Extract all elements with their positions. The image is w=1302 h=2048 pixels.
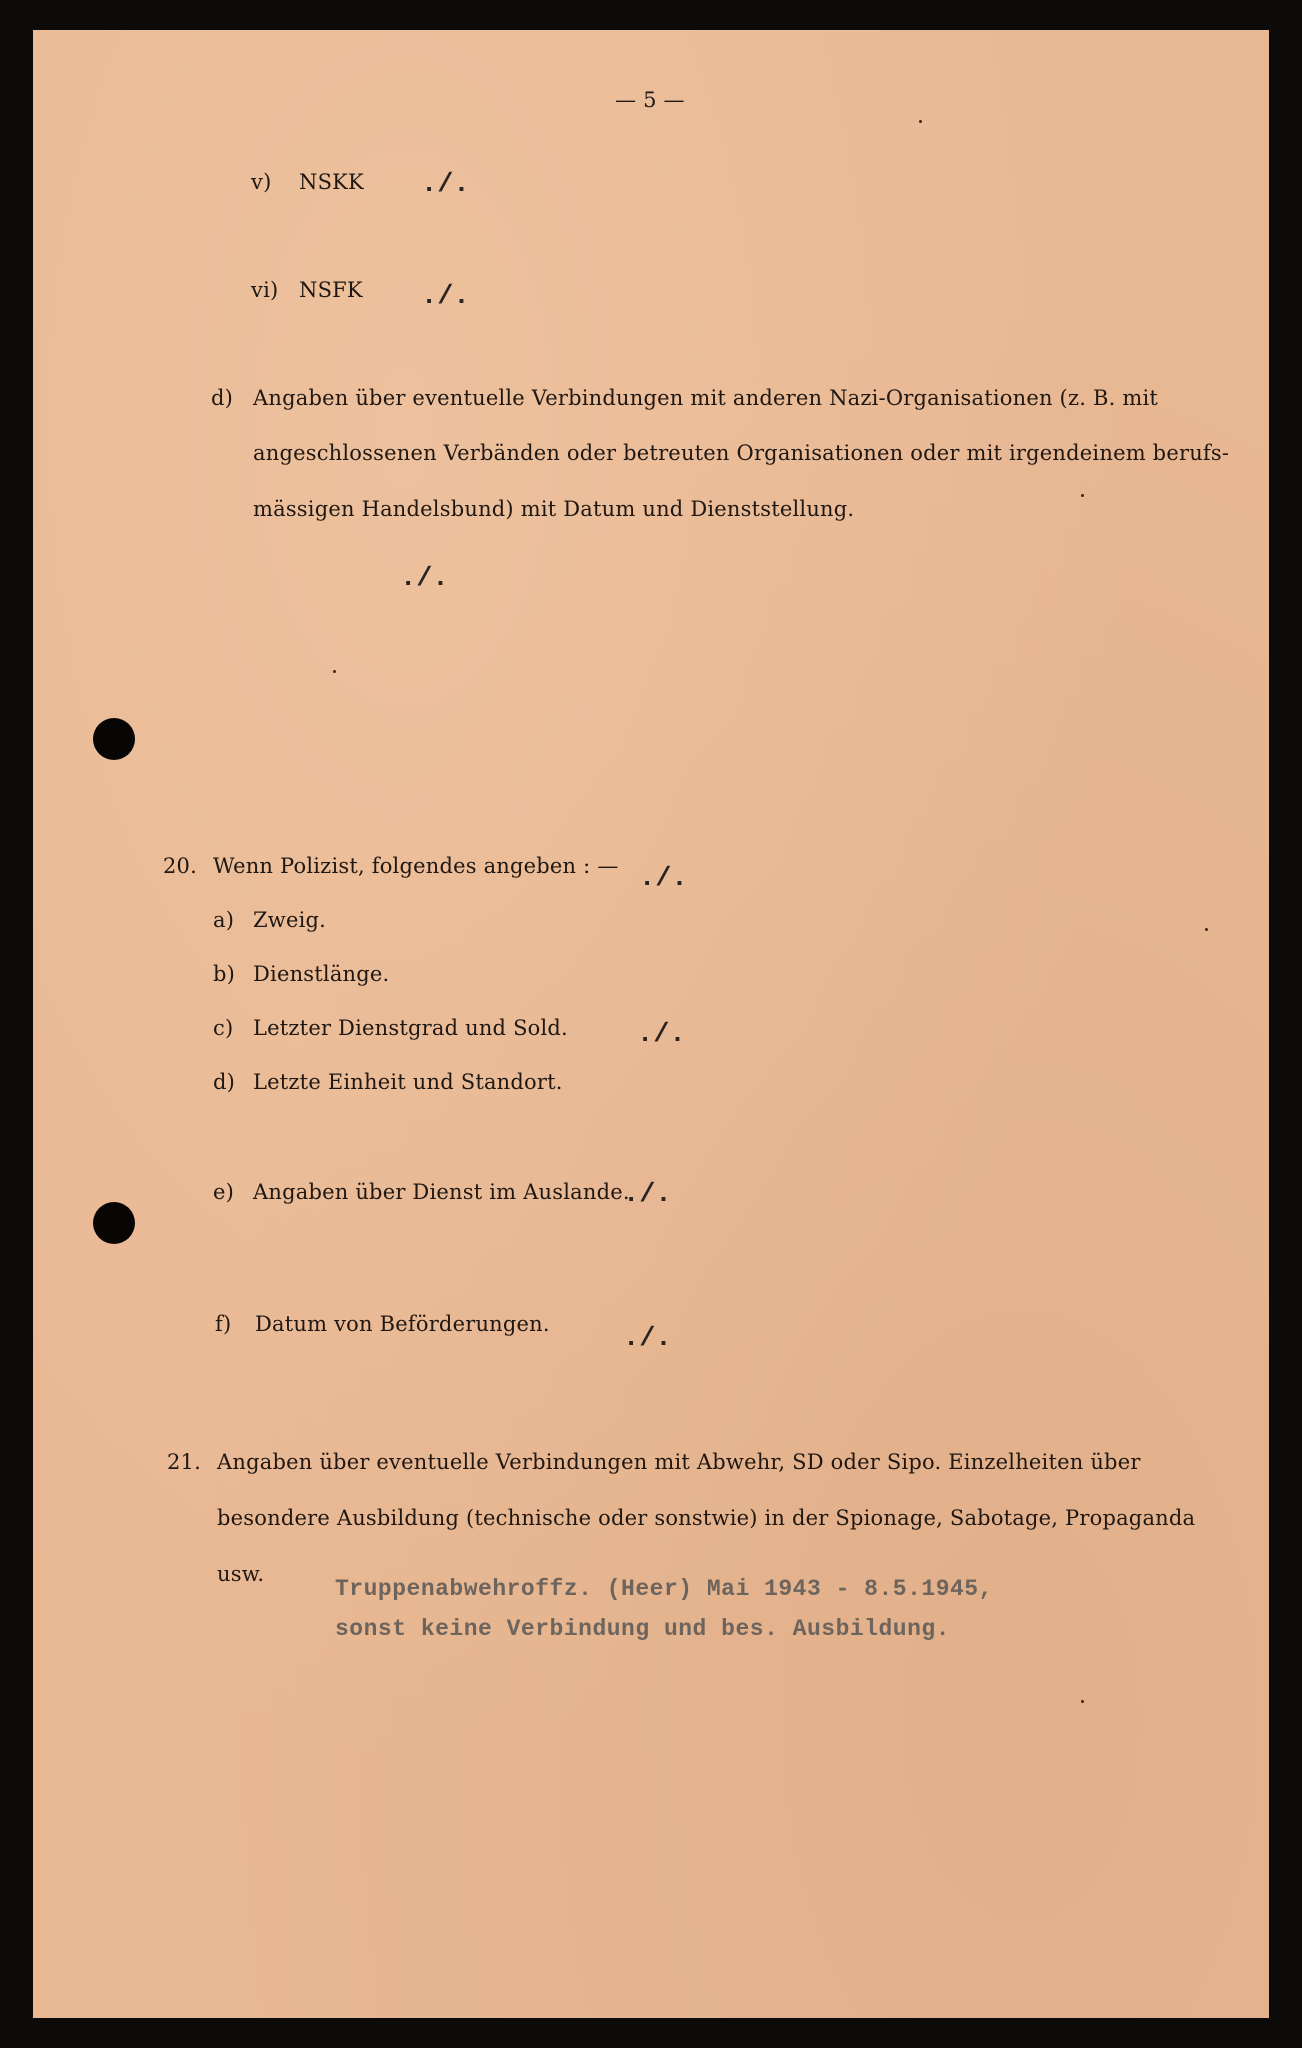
nil-mark-d: ./. [400, 564, 449, 594]
paper-speck [919, 120, 922, 123]
question-20b-text: Dienstlänge. [253, 962, 390, 986]
question-20c-label: c) [213, 1016, 234, 1040]
document-page [33, 30, 1269, 2018]
nil-mark-20e: ./. [623, 1180, 672, 1210]
question-21-line1: Angaben über eventuelle Verbindungen mit Abwehr, SD oder Sipo. Einzelheiten über [217, 1450, 1141, 1474]
paper-speck [1205, 928, 1208, 931]
punch-hole [93, 718, 135, 760]
item-d-line3: mässigen Handelsbund) mit Datum und Dienststellung. [253, 497, 855, 521]
paper-speck [1081, 494, 1084, 497]
question-20f-text: Datum von Beförderungen. [255, 1312, 550, 1336]
question-20e-label: e) [213, 1180, 235, 1204]
item-d-line2: angeschlossenen Verbänden oder betreuten Organisationen oder mit irgendeinem berufs- [253, 441, 1230, 465]
question-21-line3: usw. [217, 1562, 265, 1586]
punch-hole [93, 1202, 135, 1244]
question-20d-label: d) [213, 1070, 236, 1094]
question-20a-text: Zweig. [253, 908, 327, 932]
question-20a-label: a) [213, 908, 235, 932]
nil-mark-20f: ./. [623, 1324, 672, 1354]
question-20-number: 20. [163, 854, 197, 878]
page-number: — 5 — [615, 88, 685, 112]
paper-speck [333, 670, 336, 673]
item-vi-text: NSFK [299, 278, 363, 302]
question-20b-label: b) [213, 962, 236, 986]
item-v-label: v) [251, 170, 272, 194]
nil-mark-20: ./. [639, 864, 688, 894]
item-d-line1: Angaben über eventuelle Verbindungen mit anderen Nazi-Organisationen (z. B. mit [253, 386, 1159, 410]
item-vi-label: vi) [251, 278, 279, 302]
paper-speck [1081, 1700, 1084, 1703]
question-20c-text: Letzter Dienstgrad und Sold. [253, 1016, 568, 1040]
question-20d-text: Letzte Einheit und Standort. [253, 1070, 563, 1094]
nil-mark-v: ./. [421, 170, 470, 200]
question-20-text: Wenn Polizist, folgendes angeben : — [213, 854, 619, 878]
question-21-number: 21. [167, 1450, 201, 1474]
typed-answer-21-line2: sonst keine Verbindung und bes. Ausbildung. [335, 1616, 950, 1642]
typed-answer-21-line1: Truppenabwehroffz. (Heer) Mai 1943 - 8.5.1945, [335, 1576, 993, 1602]
item-d-label: d) [211, 386, 234, 410]
nil-mark-vi: ./. [421, 282, 470, 312]
item-v-text: NSKK [299, 170, 364, 194]
question-20f-label: f) [215, 1312, 232, 1336]
question-21-line2: besondere Ausbildung (technische oder sonstwie) in der Spionage, Sabotage, Propaganda [217, 1506, 1196, 1530]
question-20e-text: Angaben über Dienst im Auslande. [253, 1180, 630, 1204]
nil-mark-20c: ./. [637, 1020, 686, 1050]
